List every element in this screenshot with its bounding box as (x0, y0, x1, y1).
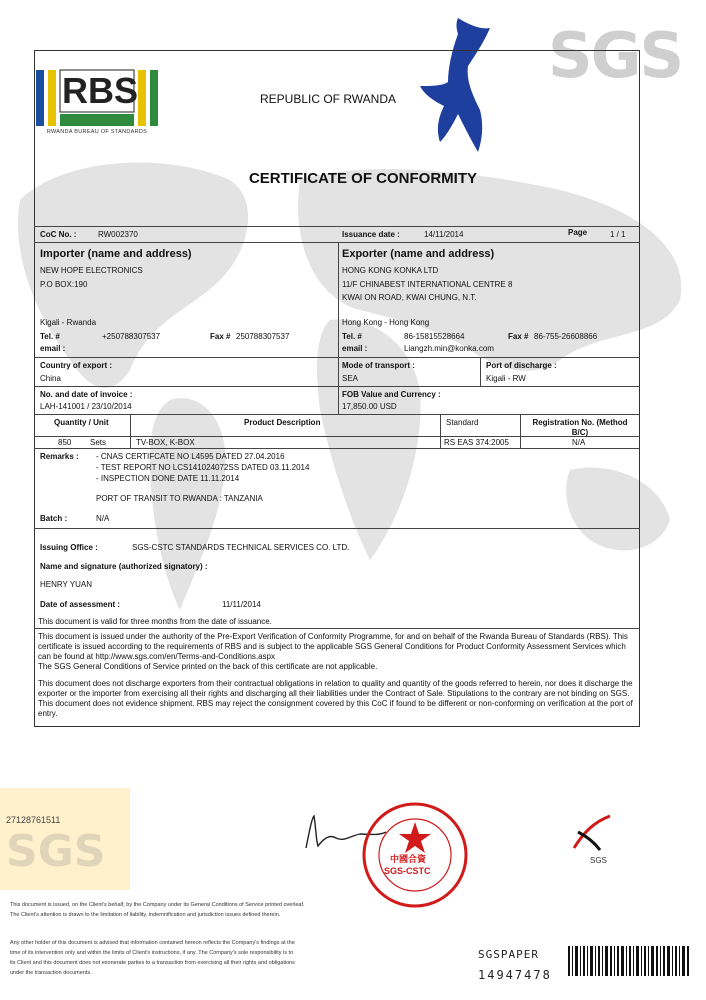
divider (34, 386, 640, 387)
disclaimer-text: This document does not discharge exporters from their contractual obligations in relation to quality and quantity of the goods referred to herein, nor does it discharge the exporter or the importer from exercising all their rights and discharging all their liabilities under the Contract of Sale. Stipulations to the contrary are not binding on SGS. This document does not evidence shipment. RBS may reject the consignment covered by this CoC if found to be different or non-conforming on verification at the port of entry. (38, 679, 633, 718)
coc-number: RW002370 (98, 230, 138, 239)
table-header-quantity: Quantity / Unit (54, 418, 109, 427)
divider (520, 414, 521, 448)
sgs-logo: SGS (548, 19, 683, 92)
footer-text: under the transaction documents. (10, 970, 92, 976)
table-header-registration: Registration No. (Method B/C) (532, 418, 628, 437)
remarks-label: Remarks : (40, 452, 79, 461)
remark-line: - CNAS CERTIFCATE NO L4595 DATED 27.04.2016 (96, 452, 285, 461)
divider (34, 448, 640, 449)
sgs-watermark-logo: SGS (6, 826, 106, 877)
importer-city: Kigali - Rwanda (40, 318, 97, 327)
divider (34, 628, 640, 629)
issuance-date: 14/11/2014 (424, 230, 464, 239)
product-registration: N/A (572, 438, 586, 447)
invoice-label: No. and date of invoice : (40, 390, 133, 399)
discharge-label: Port of discharge : (486, 361, 557, 370)
issuing-office-label: Issuing Office : (40, 543, 98, 552)
divider (130, 414, 131, 448)
transit-note: PORT OF TRANSIT TO RWANDA : TANZANIA (96, 494, 263, 503)
issuing-office: SGS-CSTC STANDARDS TECHNICAL SERVICES CO. LTD. (132, 543, 350, 552)
divider (34, 226, 640, 227)
exporter-tel: 86-15815528664 (404, 332, 465, 341)
invoice-value: LAH-141001 / 23/10/2014 (40, 402, 132, 411)
table-header-standard: Standard (446, 418, 479, 427)
divider (34, 242, 640, 243)
footer-text: time of its intervention only and within the limits of Client's instructions, if any. The Company's sole responsibility is to (10, 950, 294, 956)
exporter-email: Liangzh.min@konka.com (404, 344, 494, 353)
exporter-fax-label: Fax # (508, 332, 529, 341)
assessment-date-label: Date of assessment : (40, 600, 121, 609)
exporter-address-line1: 11/F CHINABEST INTERNATIONAL CENTRE 8 (342, 280, 513, 289)
product-standard: RS EAS 374:2005 (444, 438, 509, 447)
export-country-label: Country of export : (40, 361, 112, 370)
sgs-emblem-icon (570, 812, 616, 852)
batch-label: Batch : (40, 514, 68, 523)
batch-value: N/A (96, 514, 110, 523)
remark-line: - INSPECTION DONE DATE 11.11.2014 (96, 474, 240, 483)
exporter-tel-label: Tel. # (342, 332, 362, 341)
footer-text: This document is issued, on the Client's behalf, by the Company under its General Conditions of Service printed overleaf. (10, 902, 305, 908)
stamp-chinese-text: 中國合資 (390, 854, 427, 864)
product-description: TV-BOX, K-BOX (136, 438, 195, 447)
importer-fax: 250788307537 (236, 332, 290, 341)
divider (480, 357, 481, 386)
export-country: China (40, 374, 61, 383)
importer-tel: +250788307537 (102, 332, 161, 341)
stamp-text: SGS-CSTC (384, 866, 431, 876)
divider (34, 528, 640, 529)
divider (338, 242, 339, 414)
fob-value: 17,850.00 USD (342, 402, 397, 411)
product-unit: Sets (90, 438, 107, 447)
authority-text: This document is issued under the authority of the Pre-Export Verification of Conformity Programme, for and on behalf of the Rwanda Bureau of Standards (RBS). This certificate is issued according to the requirements of RBS and is subject to the applicable SGS General Conditions for Product Conformity Assessment Services which can be found at http://www.sgs.com/en/Terms-and-Conditions.aspx (38, 632, 628, 661)
page-label: Page (568, 228, 588, 237)
importer-heading: Importer (name and address) (40, 248, 192, 260)
exporter-name: HONG KONG KONKA LTD (342, 266, 439, 275)
importer-name: NEW HOPE ELECTRONICS (40, 266, 143, 275)
barcode-icon (568, 946, 692, 976)
exporter-heading: Exporter (name and address) (342, 248, 495, 260)
signatory-name: HENRY YUAN (40, 580, 93, 589)
exporter-city: Hong Kong - Hong Kong (342, 318, 430, 327)
discharge-port: Kigali - RW (486, 374, 526, 383)
validity-text: This document is valid for three months from the date of issuance. (38, 617, 272, 626)
rbs-subtitle: RWANDA BUREAU OF STANDARDS (46, 129, 148, 135)
remark-line: - TEST REPORT NO LCS141024072SS DATED 03.11.2014 (96, 463, 310, 472)
exporter-fax: 86-755-26608866 (534, 332, 598, 341)
product-quantity: 850 (58, 438, 72, 447)
exporter-address-line2: KWAI ON ROAD, KWAI CHUNG, N.T. (342, 293, 477, 302)
importer-tel-label: Tel. # (40, 332, 60, 341)
divider (34, 414, 640, 415)
footer-text: The Client's attention is drawn to the limitation of liability, indemnification and jurisdiction issues defined therein. (10, 912, 281, 918)
footer-text: Any other holder of this document is advised that information contained hereon reflects the Company's findings at the (10, 940, 295, 946)
paper-serial-number: 14947478 (478, 968, 552, 982)
coc-label: CoC No. : (40, 230, 77, 239)
page-number: 1 / 1 (610, 230, 626, 239)
footer-text: its Client and this document does not exonerate parties to a transaction from exercising all their rights and obligations (10, 960, 295, 966)
divider (34, 357, 640, 358)
certificate-title: CERTIFICATE OF CONFORMITY (248, 170, 478, 187)
transport-mode: SEA (342, 374, 359, 383)
table-header-description: Product Description (244, 418, 321, 427)
sgs-emblem-text: SGS (590, 856, 607, 865)
importer-address: P.O BOX:190 (40, 280, 88, 289)
transport-label: Mode of transport : (342, 361, 415, 370)
paper-number: 27128761511 (6, 815, 61, 825)
exporter-email-label: email : (342, 344, 368, 353)
country-heading: REPUBLIC OF RWANDA (260, 92, 397, 106)
sgspaper-label: SGSPAPER (478, 948, 539, 961)
general-conditions-text: The SGS General Conditions of Service printed on the back of this certificate are not applicable. (38, 662, 378, 671)
assessment-date: 11/11/2014 (222, 600, 261, 609)
importer-email-label: email : (40, 344, 66, 353)
divider (440, 414, 441, 448)
importer-fax-label: Fax # (210, 332, 231, 341)
rbs-logo-text: RBS (62, 70, 139, 111)
signatory-label: Name and signature (authorized signatory) : (40, 562, 208, 571)
issuance-date-label: Issuance date : (342, 230, 400, 239)
fob-label: FOB Value and Currency : (342, 390, 441, 399)
